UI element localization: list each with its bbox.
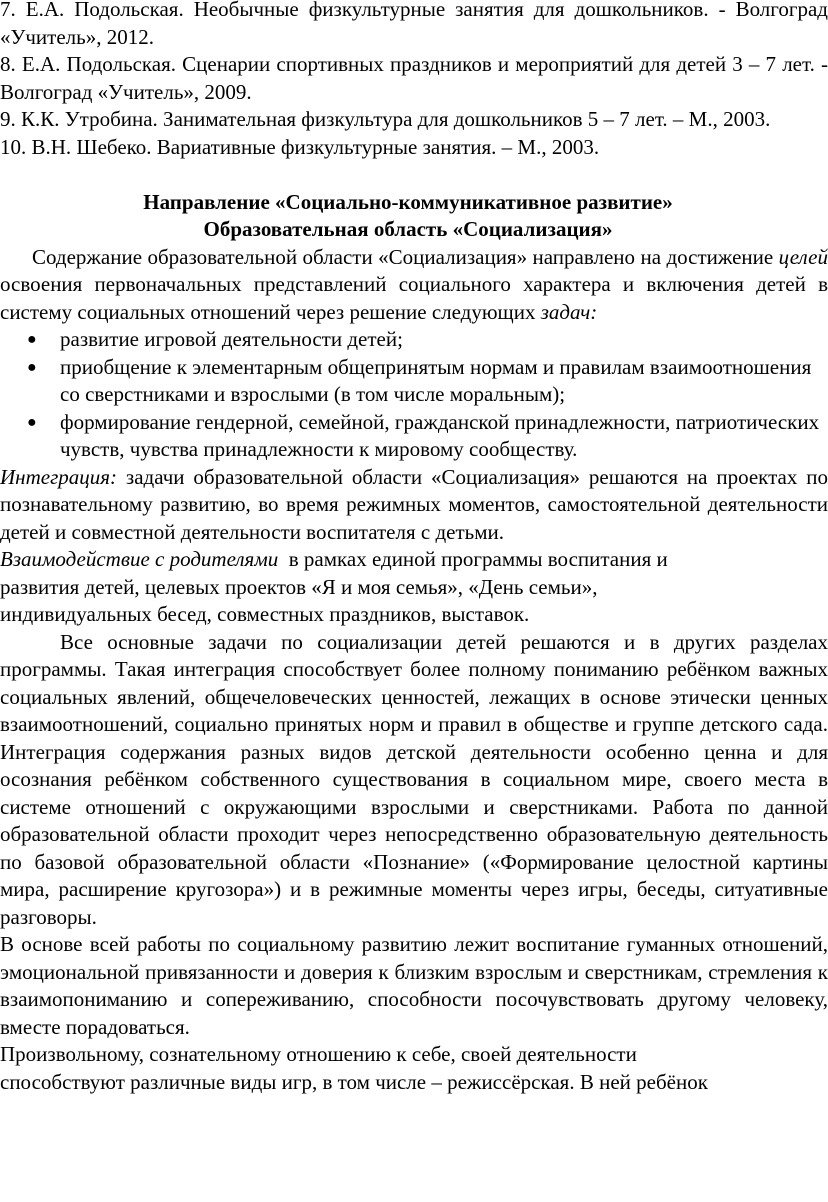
reference-item-7: 7. Е.А. Подольская. Необычные физкультурные занятия для дошкольников. - Волгоград «Учитель», 2012.	[0, 0, 828, 49]
last-line2: способствуют различные виды игр, в том числе – режиссёрская. В ней ребёнок	[0, 1069, 708, 1094]
parents-line1: в рамках единой программы воспитания и	[278, 547, 668, 571]
parents-label: Взаимодействие с родителями	[0, 547, 279, 571]
tasks-word: задач:	[540, 299, 598, 324]
task-text: приобщение к элементарным общепринятым нормам и правилам взаимоотношения со сверстниками и взрослыми (в том числе моральным);	[60, 354, 812, 406]
task-text: развитие игровой деятельности детей;	[60, 327, 403, 351]
reference-item-9: 9. К.К. Утробина. Занимательная физкультура для дошкольников 5 – 7 лет. – М., 2003.	[0, 107, 771, 131]
last-paragraph	[0, 1041, 828, 1096]
bullet-icon: ●	[27, 413, 37, 431]
task-text: формирование гендерной, семейной, гражданской принадлежности, патриотических чувств, чувства принадлежности к мировому сообществу.	[60, 409, 820, 461]
integration-text: задачи образовательной области «Социализация» решаются на проектах по познавательному развитию, во время режимных моментов, самостоятельной деятельности детей и совместной деятельности воспитателя с детьми.	[0, 464, 828, 544]
goals-word: целей	[778, 244, 828, 269]
last-line1: Произвольному, сознательному отношению к себе, своей деятельности	[0, 1042, 637, 1066]
basis-paragraph: В основе всей работы по социальному развитию лежит воспитание гуманных отношений, эмоциональной привязанности и доверия к близким взрослым и сверстникам, стремления к взаимопониманию и сопереживанию, способности посочувствовать другому человеку, вместе порадоваться.	[0, 932, 828, 1039]
task-item	[0, 354, 828, 409]
spacer	[0, 161, 828, 189]
integration-label: Интеграция:	[0, 464, 118, 489]
bullet-icon: ●	[27, 331, 37, 348]
integration-paragraph	[0, 464, 828, 547]
tasks-list	[0, 326, 828, 464]
main-paragraph: Все основные задачи по социализации детей решаются и в других разделах программы. Такая интеграция способствует более полному пониманию ребёнком важных социальных явлений, общечеловеческих ценностей, лежащих в основе этически ценных взаимоотношений, социально принятых норм и правил в обществе и группе детского сада. Интеграция содержания разных видов детской деятельности особенно ценна и для осознания ребёнком собственного существования в социальном мире, своего места в системе отношений с окружающими взрослыми и сверстниками. Работа по данной образовательной области проходит через непосредственно образовательную деятельность по базовой образовательной области «Познание» («Формирование целостной картины мира, расширение кругозора») и в режимные моменты через игры, беседы, ситуативные разговоры.	[0, 629, 828, 929]
intro-paragraph	[0, 244, 828, 327]
intro-text-part2: освоения первоначальных представлений социального характера и включения детей в систему социальных отношений через решение следующих	[0, 272, 828, 324]
parents-line3: индивидуальных бесед, совместных праздников, выставок.	[0, 602, 530, 626]
reference-item-8: 8. Е.А. Подольская. Сценарии спортивных праздников и мероприятий для детей 3 – 7 лет. - Волгоград «Учитель», 2009.	[0, 52, 828, 104]
bullet-icon: ●	[27, 358, 37, 376]
parents-paragraph	[0, 546, 828, 629]
task-item	[0, 409, 828, 464]
section-direction-title: Направление «Социально-коммуникативное развитие»	[143, 189, 673, 214]
section-area-title: Образовательная область «Социализация»	[203, 217, 613, 241]
reference-item-10: 10. В.Н. Шебеко. Вариативные физкультурные занятия. – М., 2003.	[0, 134, 600, 159]
parents-line2: развития детей, целевых проектов «Я и моя семья», «День семьи»,	[0, 574, 598, 599]
task-item	[0, 326, 828, 354]
intro-text-part1: Содержание образовательной области «Социализация» направлено на достижение	[32, 244, 779, 269]
